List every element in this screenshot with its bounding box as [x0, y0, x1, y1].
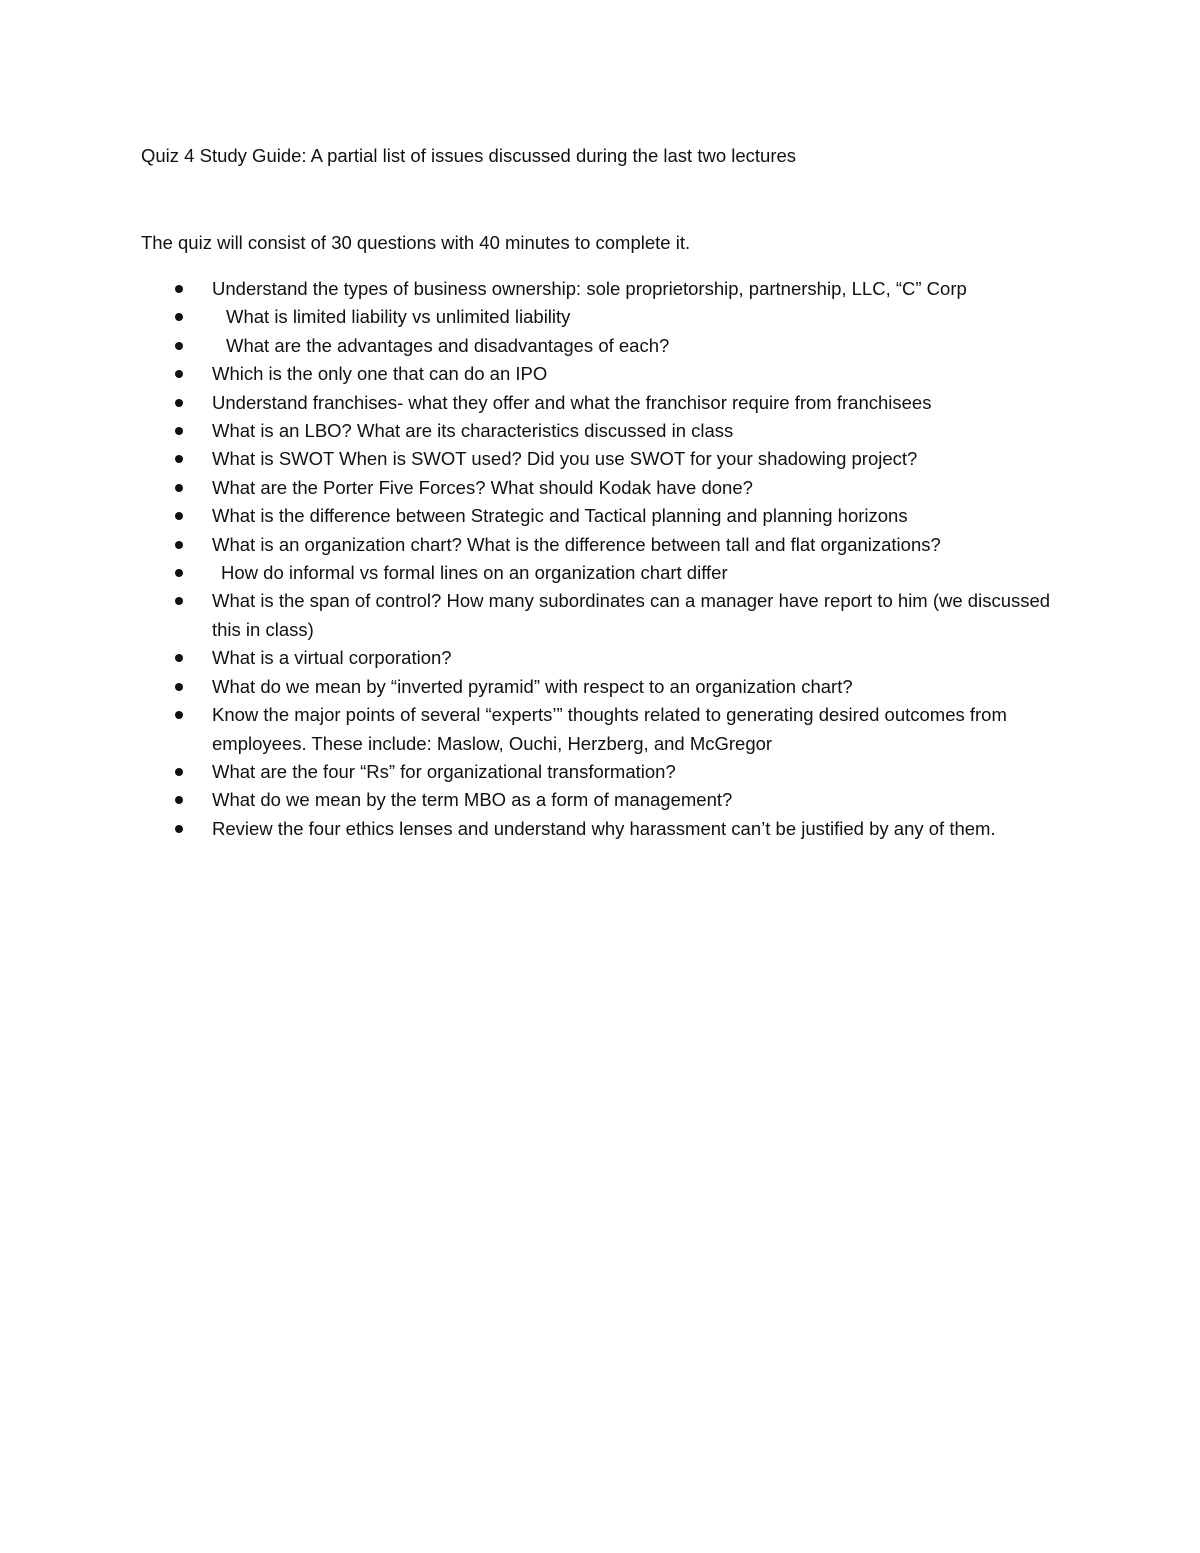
bullet-icon — [175, 569, 183, 577]
list-item-text: What is limited liability vs unlimited liability — [226, 306, 571, 328]
list-item-text: Review the four ethics lenses and understand why harassment can’t be justified by any of them. — [212, 817, 996, 839]
list-item-text: What do we mean by “inverted pyramid” with respect to an organization chart? — [212, 675, 853, 697]
list-item — [0, 275, 1200, 303]
list-item — [0, 360, 1200, 388]
list-item — [0, 587, 1200, 644]
bullet-icon — [175, 285, 183, 293]
list-item — [0, 474, 1200, 502]
list-item — [0, 502, 1200, 530]
list-item — [0, 417, 1200, 445]
list-item — [0, 389, 1200, 417]
bullet-icon — [175, 768, 183, 776]
list-item — [0, 758, 1200, 786]
list-item-text: What is the span of control? How many subordinates can a manager have report to him (we discussed this in class) — [212, 590, 1051, 640]
list-item-text: What are the four “Rs” for organizational transformation? — [212, 760, 676, 782]
list-item-text: What is a virtual corporation? — [212, 647, 452, 669]
list-item-text: Which is the only one that can do an IPO — [212, 363, 548, 385]
bullet-icon — [175, 512, 183, 520]
list-item-text: Know the major points of several “experts’” thoughts related to generating desired outcomes from employees. These include: Maslow, Ouchi, Herzberg, and McGregor — [212, 704, 1007, 754]
bullet-icon — [175, 313, 183, 321]
list-item — [0, 531, 1200, 559]
list-item-text: What is SWOT When is SWOT used? Did you use SWOT for your shadowing project? — [212, 448, 918, 470]
list-item-text: Understand the types of business ownership: sole proprietorship, partnership, LLC, “C” Corp — [212, 278, 967, 299]
bullet-icon — [175, 342, 183, 350]
intro-text: The quiz will consist of 30 questions with 40 minutes to complete it. — [141, 232, 691, 253]
bullet-icon — [175, 683, 183, 691]
list-item — [0, 786, 1200, 814]
bullet-icon — [175, 427, 183, 435]
list-item-text: What do we mean by the term MBO as a form of management? — [212, 789, 733, 811]
list-item — [0, 445, 1200, 473]
list-item — [0, 644, 1200, 672]
list-item — [0, 559, 1200, 587]
list-item — [0, 701, 1200, 758]
study-topics-list — [0, 275, 1200, 843]
bullet-icon — [175, 654, 183, 662]
list-item — [0, 332, 1200, 360]
bullet-icon — [175, 597, 183, 605]
bullet-icon — [175, 711, 183, 719]
list-item-text: Understand franchises- what they offer and what the franchisor require from franchisees — [212, 391, 932, 413]
list-item — [0, 815, 1200, 843]
list-item-text: What is an LBO? What are its characteristics discussed in class — [212, 420, 734, 442]
list-item — [0, 673, 1200, 701]
bullet-icon — [175, 455, 183, 463]
bullet-icon — [175, 796, 183, 804]
list-item-text: How do informal vs formal lines on an organization chart differ — [221, 562, 728, 584]
list-item-text: What is the difference between Strategic and Tactical planning and planning horizons — [212, 505, 908, 527]
bullet-icon — [175, 825, 183, 833]
document-title: Quiz 4 Study Guide: A partial list of issues discussed during the last two lectures — [141, 145, 797, 166]
bullet-icon — [175, 541, 183, 549]
bullet-icon — [175, 484, 183, 492]
list-item-text: What is an organization chart? What is the difference between tall and flat organizations? — [212, 533, 941, 555]
list-item-text: What are the advantages and disadvantages of each? — [226, 334, 670, 356]
bullet-icon — [175, 399, 183, 407]
list-item — [0, 303, 1200, 331]
list-item-text: What are the Porter Five Forces? What should Kodak have done? — [212, 476, 753, 498]
bullet-icon — [175, 370, 183, 378]
